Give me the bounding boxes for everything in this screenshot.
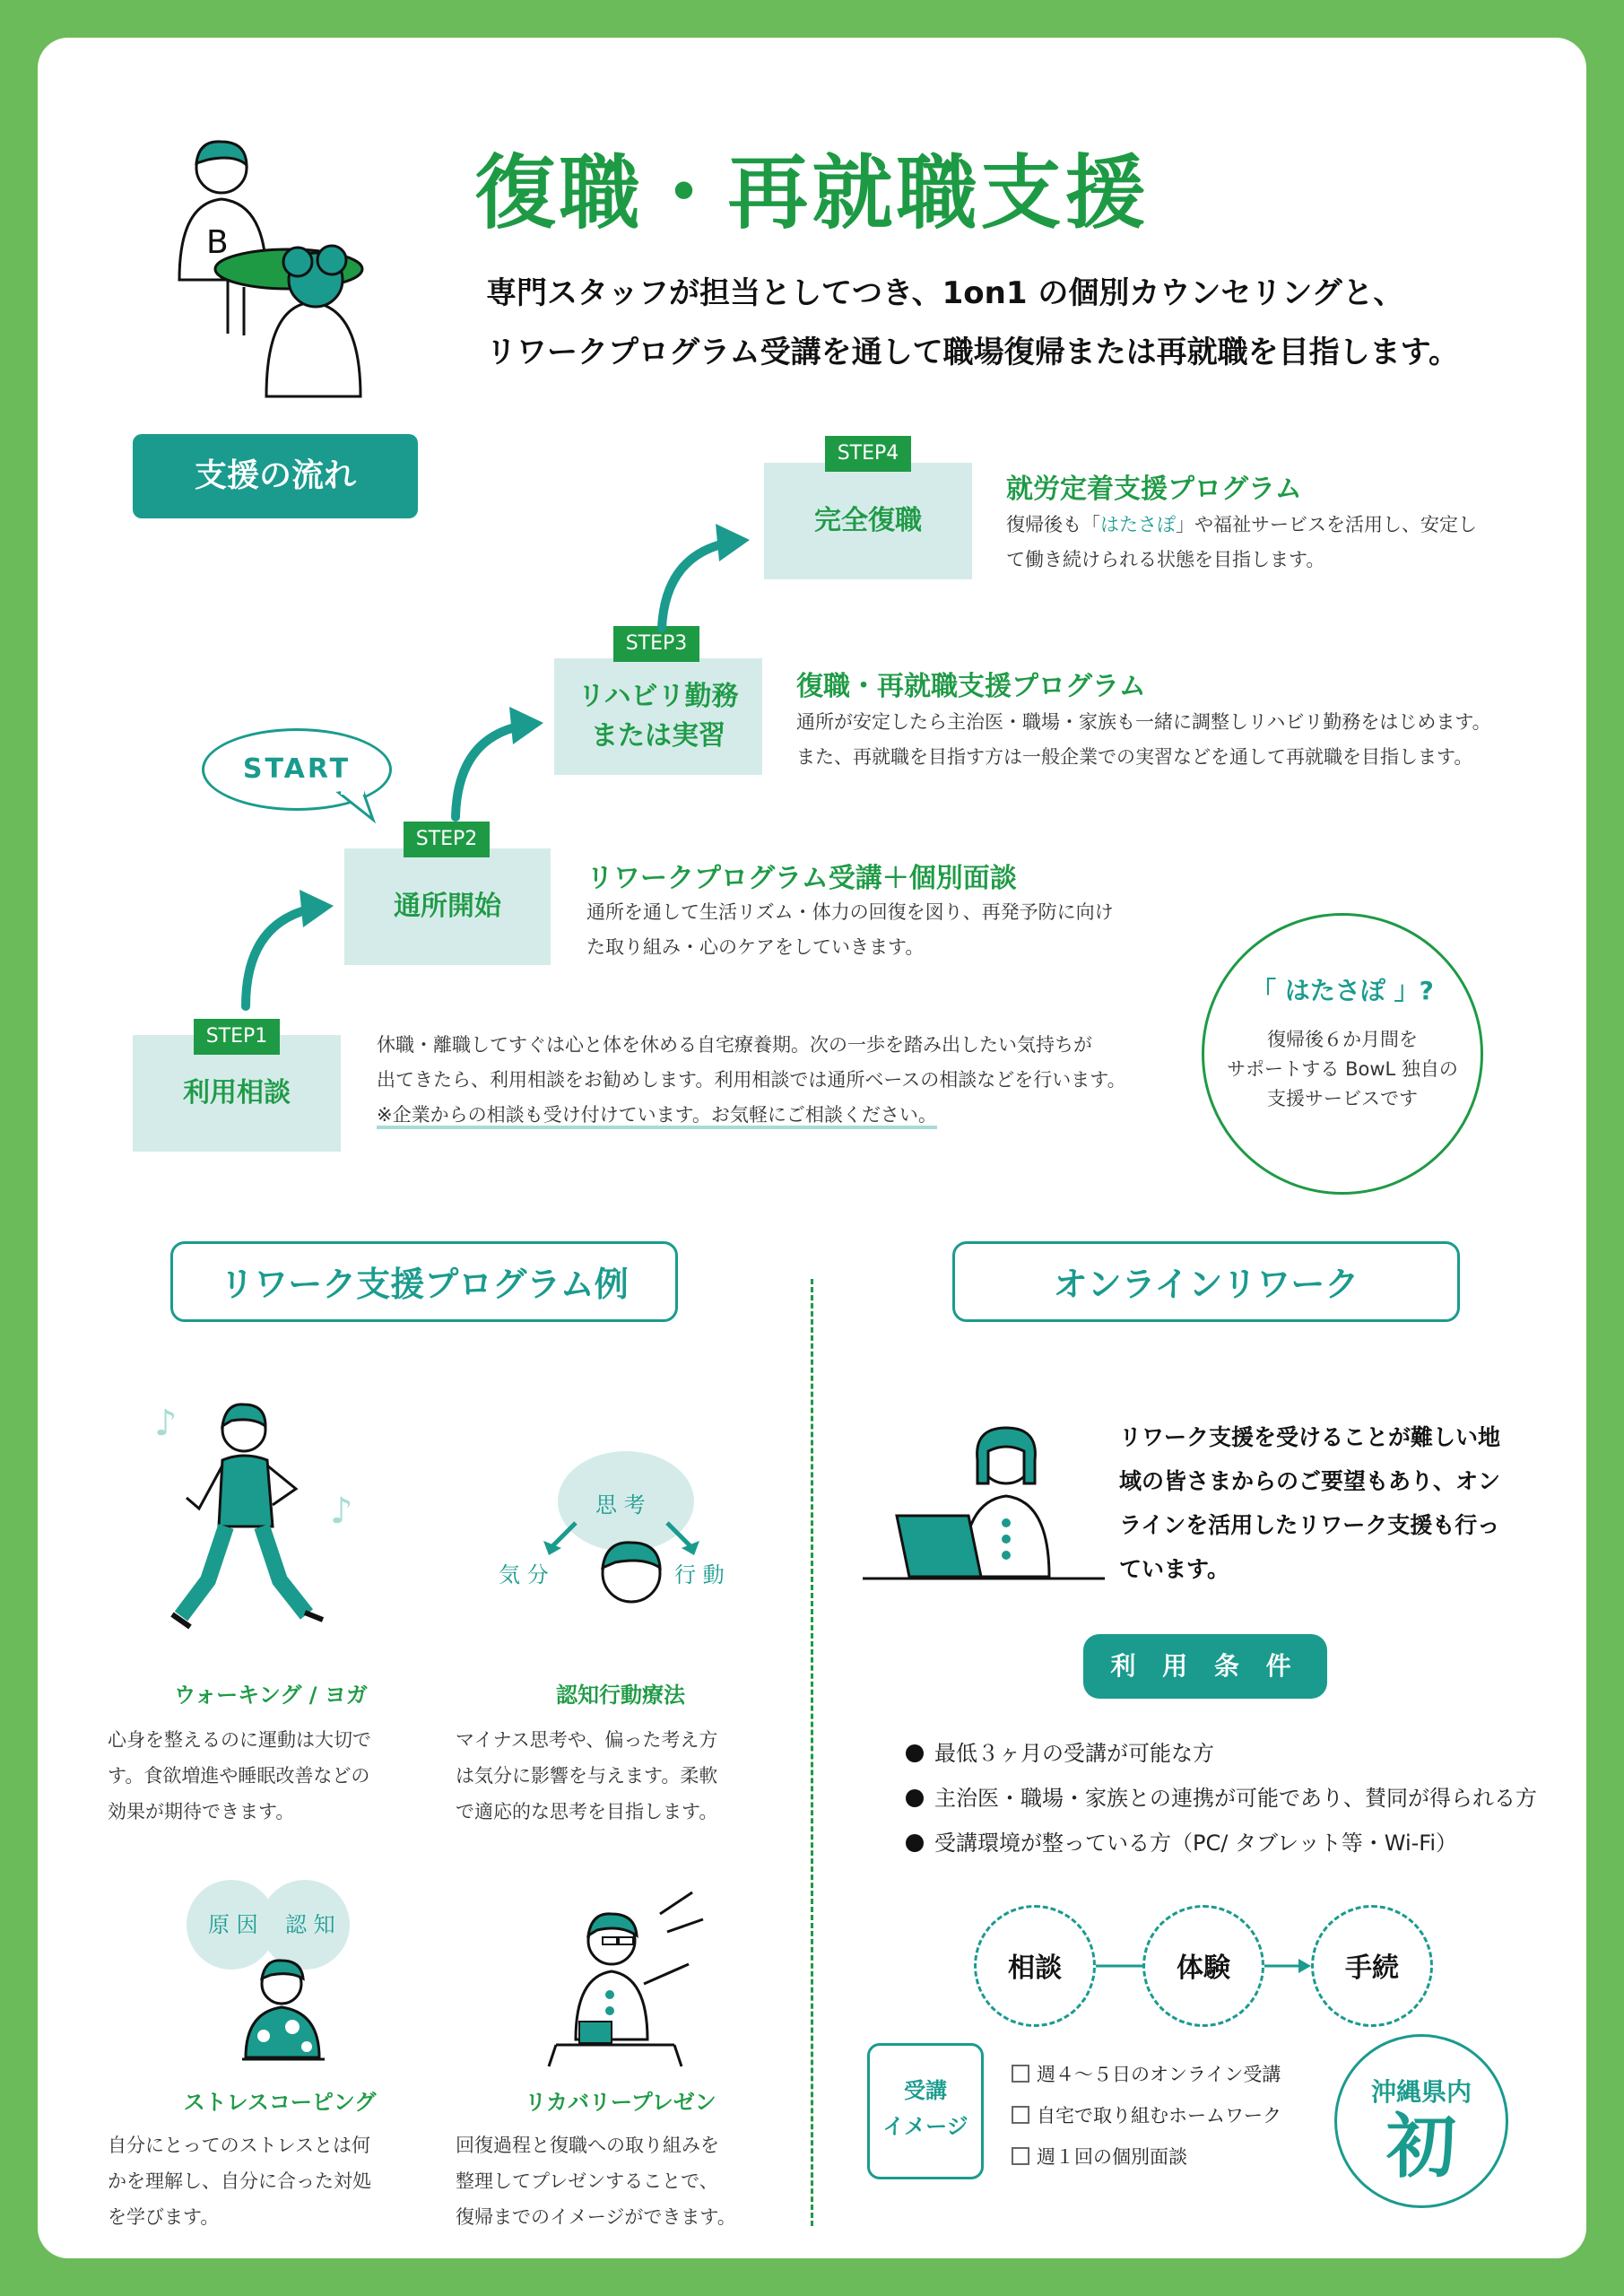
program-presentation-title: リカバリープレゼン bbox=[525, 2090, 716, 2115]
okinawa-first: 初 bbox=[1385, 2107, 1456, 2187]
section-divider bbox=[811, 1279, 813, 2226]
program-walking-title: ウォーキング / ヨガ bbox=[174, 1683, 368, 1708]
lead-line-1: 専門スタッフが担当としてつき、1on1 の個別カウンセリングと、 bbox=[486, 275, 1404, 311]
svg-text:B: B bbox=[206, 224, 229, 261]
step4-desc-1b: はたさぽ bbox=[1100, 514, 1176, 535]
stress-cognition-label: 認 知 bbox=[285, 1912, 335, 1937]
bullet-icon bbox=[906, 1834, 924, 1852]
program-walking-l1: 心身を整えるのに運動は大切で bbox=[108, 1729, 371, 1751]
step1-desc-line3: ※企業からの相談も受け付けています。お気軽にご相談ください。 bbox=[377, 1104, 937, 1129]
course-image-label1: 受講 bbox=[904, 2078, 947, 2103]
okinawa-label: 沖縄県内 bbox=[1370, 2077, 1472, 2107]
page-title: 復職・再就職支援 bbox=[474, 146, 1150, 240]
svg-text:♪: ♪ bbox=[154, 1403, 178, 1444]
program-walking-l2: す。食欲増進や睡眠改善などの bbox=[108, 1765, 370, 1787]
course-image-item bbox=[1012, 2054, 1352, 2095]
step2-heading: リワークプログラム受講＋個別面談 bbox=[586, 863, 1017, 894]
course-image-text: 週１回の個別面談 bbox=[1037, 2146, 1187, 2168]
online-laptop-person-icon bbox=[863, 1415, 1123, 1595]
condition-item bbox=[906, 1731, 1551, 1776]
presentation-person-icon bbox=[513, 1878, 746, 2075]
condition-item bbox=[906, 1776, 1551, 1821]
start-bubble: START bbox=[202, 728, 392, 811]
lead-text bbox=[486, 264, 1544, 382]
program-presentation-l1: 回復過程と復職への取り組みを bbox=[456, 2135, 719, 2156]
cbt-diagram-icon bbox=[490, 1433, 741, 1631]
step3-heading: 復職・再就職支援プログラム bbox=[796, 671, 1146, 702]
step3-name-line2: または実習 bbox=[591, 720, 725, 752]
online-l1: リワーク支援を受けることが難しい地 bbox=[1119, 1424, 1501, 1450]
program-stress-l1: 自分にとってのストレスとは何 bbox=[108, 2135, 370, 2156]
course-image-box bbox=[867, 2043, 984, 2179]
step1-name: 利用相談 bbox=[183, 1077, 291, 1109]
hatasapo-line1: 復帰後６か月間を bbox=[1267, 1029, 1418, 1050]
online-heading: オンラインリワーク bbox=[952, 1241, 1460, 1322]
step3-tag: STEP3 bbox=[613, 626, 699, 662]
step1-desc-line1: 休職・離職してすぐは心と体を休める自宅療養期。次の一歩を踏み出したい気持ちが bbox=[377, 1034, 1092, 1056]
course-image-item bbox=[1012, 2095, 1352, 2136]
step2-desc-line1: 通所を通して生活リズム・体力の回復を図り、再発予防に向け bbox=[586, 901, 1114, 923]
okinawa-first-badge bbox=[1334, 2034, 1508, 2208]
program-presentation-l3: 復帰までのイメージができます。 bbox=[456, 2206, 736, 2228]
program-presentation-l2: 整理してプレゼンすることで、 bbox=[456, 2170, 718, 2192]
step4-desc bbox=[1006, 508, 1508, 578]
poster-sheet bbox=[38, 38, 1586, 2258]
course-image-label2: イメージ bbox=[882, 2114, 968, 2139]
speech-tail-icon bbox=[339, 787, 393, 832]
arrow-step2-to-3-icon bbox=[447, 696, 554, 831]
step2-desc bbox=[586, 895, 1160, 965]
svg-text:♪: ♪ bbox=[330, 1491, 353, 1532]
step4-tag: STEP4 bbox=[825, 436, 911, 472]
step3-desc-line2: また、再就職を目指す方は一般企業での実習などを通して再就職を目指します。 bbox=[796, 746, 1473, 768]
program-presentation-desc bbox=[456, 2127, 760, 2235]
step2-box bbox=[344, 848, 551, 965]
process-procedure: 手続 bbox=[1311, 1905, 1433, 2027]
checkbox-icon bbox=[1012, 2106, 1029, 2124]
condition-item bbox=[906, 1821, 1551, 1866]
program-cbt-l3: で適応的な思考を目指します。 bbox=[456, 1801, 718, 1822]
cbt-act-label: 行 動 bbox=[674, 1562, 725, 1587]
course-image-item bbox=[1012, 2136, 1352, 2178]
stress-coping-icon bbox=[149, 1878, 382, 2075]
hatasapo-circle bbox=[1202, 913, 1483, 1195]
arrow-step3-to-4-icon bbox=[653, 511, 760, 646]
hatasapo-line2: サポートする BowL 独自の bbox=[1227, 1058, 1458, 1080]
conditions-list bbox=[906, 1731, 1551, 1866]
step4-name: 完全復職 bbox=[814, 505, 922, 536]
step2-tag: STEP2 bbox=[404, 822, 490, 857]
online-l3: ラインを活用したリワーク支援も行っ bbox=[1119, 1512, 1500, 1538]
step3-name-line1: リハビリ勤務 bbox=[578, 681, 739, 712]
course-image-list bbox=[1012, 2054, 1352, 2178]
hatasapo-text bbox=[1222, 1025, 1463, 1114]
step1-desc-line2: 出てきたら、利用相談をお勧めします。利用相談では通所ベースの相談などを行います。 bbox=[377, 1069, 1126, 1091]
step4-heading: 就労定着支援プログラム bbox=[1006, 474, 1302, 505]
online-description bbox=[1119, 1415, 1541, 1591]
course-image-text: 自宅で取り組むホームワーク bbox=[1037, 2105, 1281, 2126]
step2-desc-line2: た取り組み・心のケアをしていきます。 bbox=[586, 936, 925, 958]
condition-text: 受講環境が整っている方（PC/ タブレット等・Wi-Fi） bbox=[934, 1831, 1458, 1856]
hatasapo-question: 「 はたさぽ 」? bbox=[1251, 976, 1434, 1005]
lead-line-2: リワークプログラム受講を通して職場復帰または再就職を目指します。 bbox=[486, 335, 1459, 370]
condition-text: 最低３ヶ月の受講が可能な方 bbox=[934, 1741, 1214, 1766]
checkbox-icon bbox=[1012, 2147, 1029, 2165]
rework-heading: リワーク支援プログラム例 bbox=[170, 1241, 678, 1322]
process-trial: 体験 bbox=[1142, 1905, 1264, 2027]
hatasapo-line3: 支援サービスです bbox=[1267, 1088, 1418, 1109]
step4-desc-line1 bbox=[1006, 508, 1508, 543]
condition-text: 主治医・職場・家族との連携が可能であり、賛同が得られる方 bbox=[934, 1786, 1537, 1811]
program-walking-l3: 効果が期待できます。 bbox=[108, 1801, 295, 1822]
step4-desc-1c: 」や福祉サービスを活用し、安定し bbox=[1176, 514, 1477, 535]
walking-person-icon bbox=[154, 1392, 378, 1643]
process-consult: 相談 bbox=[974, 1905, 1096, 2027]
arrow-step1-to-2-icon bbox=[237, 881, 344, 1015]
step2-name: 通所開始 bbox=[394, 891, 501, 922]
stress-cause-label: 原 因 bbox=[208, 1912, 258, 1937]
program-stress-desc bbox=[108, 2127, 413, 2235]
program-stress-l3: を学びます。 bbox=[108, 2206, 220, 2228]
online-l4: ています。 bbox=[1119, 1556, 1230, 1582]
step3-desc-line1: 通所が安定したら主治医・職場・家族も一緒に調整しリハビリ勤務をはじめます。 bbox=[796, 711, 1491, 733]
program-stress-title: ストレスコーピング bbox=[183, 2090, 377, 2115]
step3-box bbox=[554, 658, 762, 775]
bullet-icon bbox=[906, 1789, 924, 1807]
cbt-feel-label: 気 分 bbox=[499, 1562, 549, 1587]
course-image-text: 週４～５日のオンライン受講 bbox=[1037, 2064, 1281, 2085]
program-walking-desc bbox=[108, 1722, 413, 1830]
conditions-label: 利 用 条 件 bbox=[1083, 1634, 1327, 1699]
process-connector-icon bbox=[1096, 1957, 1320, 1975]
step1-desc bbox=[377, 1028, 1184, 1133]
flow-label: 支援の流れ bbox=[133, 434, 418, 518]
checkbox-icon bbox=[1012, 2065, 1029, 2083]
cbt-think-label: 思 考 bbox=[595, 1492, 646, 1518]
step3-desc bbox=[796, 705, 1550, 775]
program-cbt-l1: マイナス思考や、偏った考え方 bbox=[456, 1729, 718, 1751]
program-cbt-desc bbox=[456, 1722, 760, 1830]
step4-box bbox=[764, 463, 972, 579]
step4-desc-line2: て働き続けられる状態を目指します。 bbox=[1006, 549, 1325, 570]
program-cbt-title: 認知行動療法 bbox=[556, 1683, 685, 1708]
bullet-icon bbox=[906, 1744, 924, 1762]
step4-desc-1a: 復帰後も「 bbox=[1006, 514, 1100, 535]
step1-tag: STEP1 bbox=[194, 1019, 280, 1055]
online-l2: 域の皆さまからのご要望もあり、オン bbox=[1119, 1468, 1501, 1494]
program-cbt-l2: は気分に影響を与えます。柔軟 bbox=[456, 1765, 718, 1787]
program-stress-l2: かを理解し、自分に合った対処 bbox=[108, 2170, 371, 2192]
